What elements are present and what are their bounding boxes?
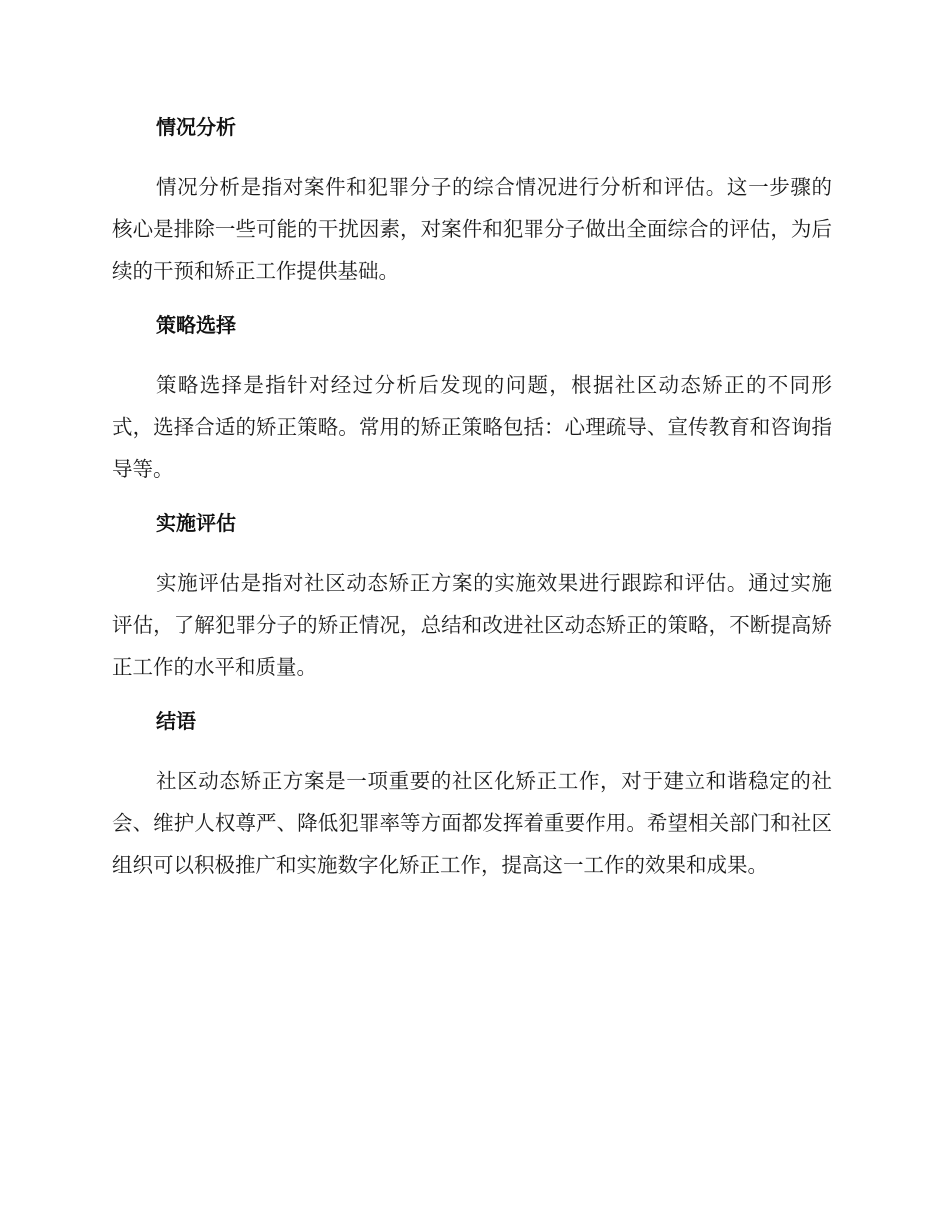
section-heading: 实施评估 xyxy=(156,511,236,535)
section-heading: 情况分析 xyxy=(156,115,236,139)
section-paragraph: 社区动态矫正方案是一项重要的社区化矫正工作，对于建立和谐稳定的社会、维护人权尊严、降低犯罪率等方面都发挥着重要作用。希望相关部门和社区组织可以积极推广和实施数字化矫正工作，提高这一工作的效果和成果。 xyxy=(112,769,832,877)
section-strategy-selection xyxy=(112,308,832,490)
section-heading: 结语 xyxy=(156,709,196,733)
section-situation-analysis xyxy=(112,110,832,292)
section-heading: 策略选择 xyxy=(156,313,236,337)
section-implementation-evaluation xyxy=(112,506,832,688)
section-conclusion xyxy=(112,704,832,886)
section-paragraph: 情况分析是指对案件和犯罪分子的综合情况进行分析和评估。这一步骤的核心是排除一些可能的干扰因素，对案件和犯罪分子做出全面综合的评估，为后续的干预和矫正工作提供基础。 xyxy=(112,175,832,283)
section-paragraph: 实施评估是指对社区动态矫正方案的实施效果进行跟踪和评估。通过实施评估，了解犯罪分子的矫正情况，总结和改进社区动态矫正的策略，不断提高矫正工作的水平和质量。 xyxy=(112,571,832,679)
section-paragraph: 策略选择是指针对经过分析后发现的问题，根据社区动态矫正的不同形式，选择合适的矫正策略。常用的矫正策略包括：心理疏导、宣传教育和咨询指导等。 xyxy=(112,373,832,481)
document-page xyxy=(112,110,832,902)
